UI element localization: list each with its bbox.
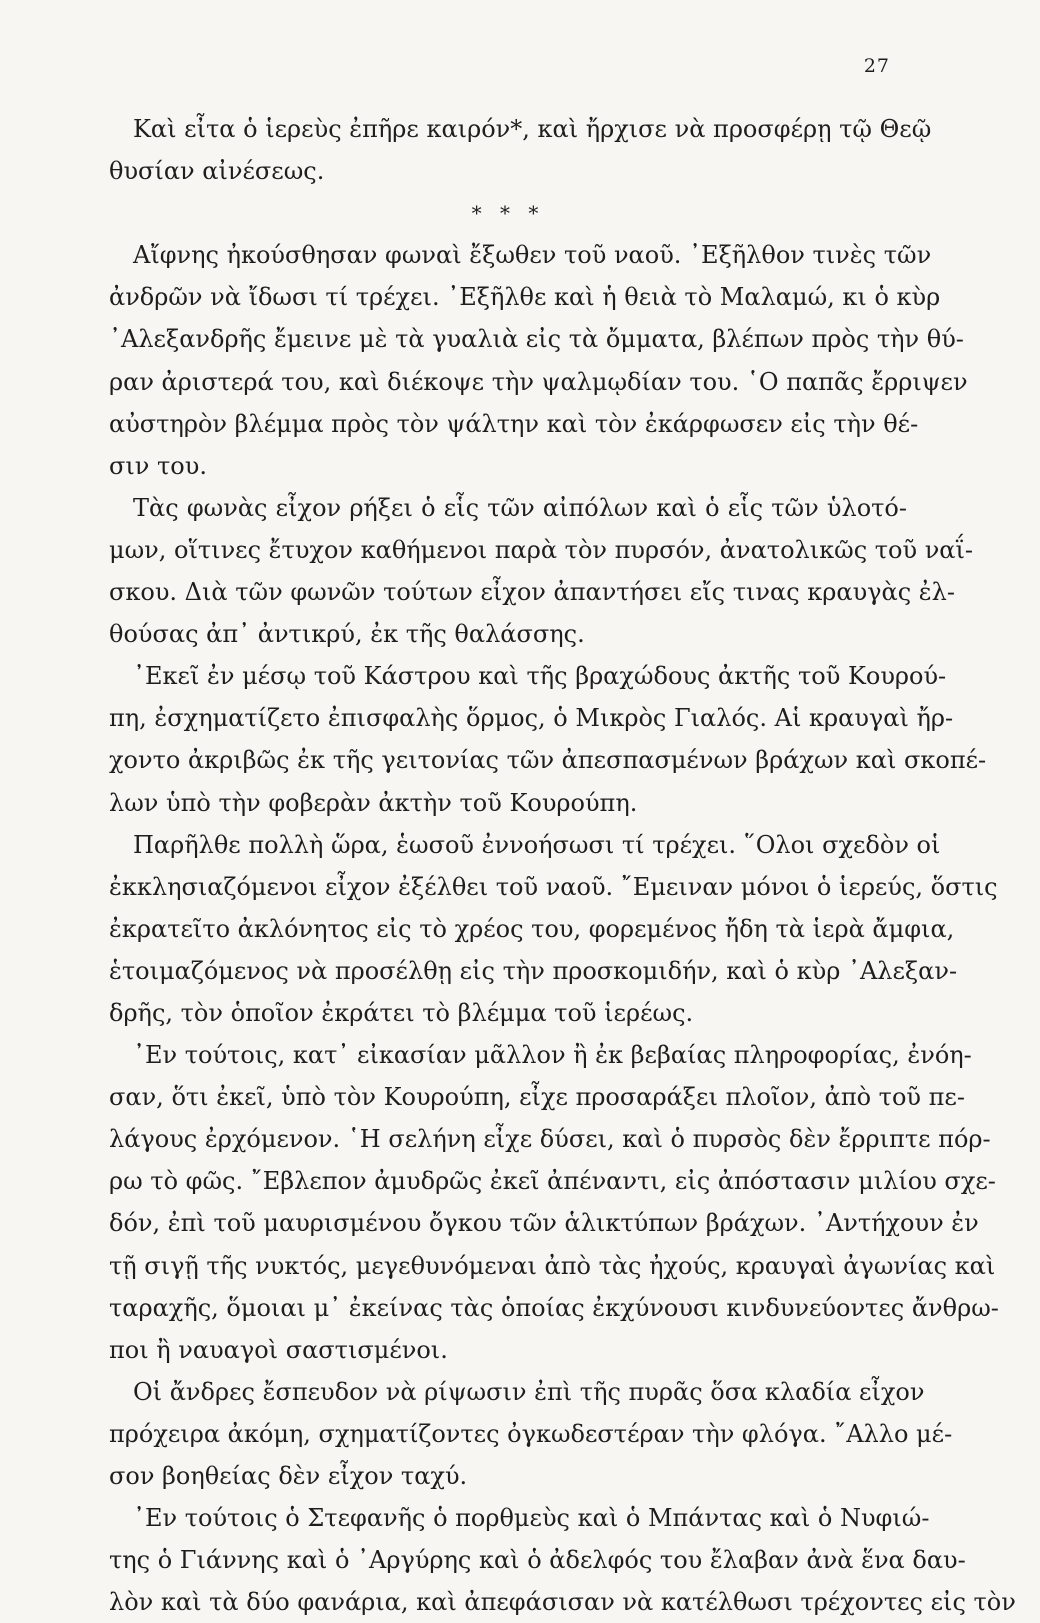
text-line: σον βοηθείας δὲν εἶχον ταχύ. bbox=[109, 1462, 468, 1490]
page-number: 27 bbox=[863, 55, 890, 77]
text-line: ποι ἢ ναυαγοὶ σαστισμένοι. bbox=[109, 1335, 448, 1364]
text-line: θούσας ἀπ᾿ ἀντικρύ, ἐκ τῆς θαλάσσης. bbox=[109, 620, 585, 649]
text-line: Οἱ ἄνδρες ἔσπευδον νὰ ρίψωσιν ἐπὶ τῆς πυρᾶς ὅσα κλαδία εἶχον bbox=[133, 1377, 925, 1406]
text-line: πη, ἐσχηματίζετο ἐπισφαλὴς ὅρμος, ὁ Μικρὸς Γιαλός. Αἱ κραυγαὶ ἤρ- bbox=[109, 704, 954, 733]
text-line: ᾿Εν τούτοις ὁ Στεφανῆς ὁ πορθμεὺς καὶ ὁ Μπάντας καὶ ὁ Νυφιώ- bbox=[133, 1504, 930, 1533]
section-separator: * * * bbox=[471, 201, 545, 226]
text-line: σκου. Διὰ τῶν φωνῶν τούτων εἶχον ἀπαντήσει εἴς τινας κραυγὰς ἐλ- bbox=[109, 578, 955, 607]
text-line: θυσίαν αἰνέσεως. bbox=[109, 157, 325, 186]
text-line: ταραχῆς, ὅμοιαι μ᾿ ἐκείνας τὰς ὁποίας ἐκχύνουσι κινδυνεύοντες ἄνθρω- bbox=[109, 1293, 999, 1322]
text-line: ραν ἀριστερά του, καὶ διέκοψε τὴν ψαλμῳδίαν του. ῾Ο παπᾶς ἔρριψεν bbox=[109, 367, 968, 396]
body-text bbox=[109, 108, 1016, 1623]
text-line: δόν, ἐπὶ τοῦ μαυρισμένου ὄγκου τῶν ἁλικτύπων βράχων. ᾿Αντήχουν ἐν bbox=[109, 1209, 979, 1238]
text-line: ἀνδρῶν νὰ ἴδωσι τί τρέχει. ᾿Εξῆλθε καὶ ἡ θειὰ τὸ Μαλαμώ, κι ὁ κὺρ bbox=[109, 283, 941, 312]
text-line: Τὰς φωνὰς εἶχον ρήξει ὁ εἷς τῶν αἰπόλων καὶ ὁ εἷς τῶν ὑλοτό- bbox=[133, 493, 907, 522]
text-line: αὐστηρὸν βλέμμα πρὸς τὸν ψάλτην καὶ τὸν ἐκάρφωσεν εἰς τὴν θέ- bbox=[109, 409, 919, 438]
text-line: δρῆς, τὸν ὁποῖον ἐκράτει τὸ βλέμμα τοῦ ἱερέως. bbox=[109, 998, 694, 1027]
text-line: χοντο ἀκριβῶς ἐκ τῆς γειτονίας τῶν ἀπεσπασμένων βράχων καὶ σκοπέ- bbox=[109, 746, 987, 775]
text-line: της ὁ Γιάννης καὶ ὁ ᾿Αργύρης καὶ ὁ ἀδελφός του ἔλαβαν ἀνὰ ἕνα δαυ- bbox=[109, 1546, 966, 1575]
text-line: ρω τὸ φῶς. ῎Εβλεπον ἀμυδρῶς ἐκεῖ ἀπέναντι, εἰς ἀπόστασιν μιλίου σχε- bbox=[109, 1167, 996, 1196]
text-line: σαν, ὅτι ἐκεῖ, ὑπὸ τὸν Κουρούπη, εἶχε προσαράξει πλοῖον, ἀπὸ τοῦ πε- bbox=[109, 1083, 965, 1112]
text-line: ἐκρατεῖτο ἀκλόνητος εἰς τὸ χρέος του, φορεμένος ἤδη τὰ ἱερὰ ἄμφια, bbox=[109, 914, 955, 943]
text-line: μων, οἵτινες ἔτυχον καθήμενοι παρὰ τὸν πυρσόν, ἀνατολικῶς τοῦ ναΐ- bbox=[109, 535, 974, 564]
text-line: πρόχειρα ἀκόμη, σχηματίζοντες ὀγκωδεστέραν τὴν φλόγα. ῎Αλλο μέ- bbox=[109, 1419, 953, 1448]
text-line: ᾿Αλεξανδρῆς ἔμεινε μὲ τὰ γυαλιὰ εἰς τὰ ὄμματα, βλέπων πρὸς τὴν θύ- bbox=[109, 325, 964, 354]
text-line: σιν του. bbox=[109, 451, 207, 480]
text-line: λάγους ἐρχόμενον. ῾Η σελήνη εἶχε δύσει, καὶ ὁ πυρσὸς δὲν ἔρριπτε πόρ- bbox=[109, 1125, 991, 1154]
text-line: Αἴφνης ἠκούσθησαν φωναὶ ἔξωθεν τοῦ ναοῦ. ᾿Εξῆλθον τινὲς τῶν bbox=[133, 241, 932, 270]
text-line: ᾿Εν τούτοις, κατ᾿ εἰκασίαν μᾶλλον ἢ ἐκ βεβαίας πληροφορίας, ἐνόη- bbox=[133, 1041, 972, 1070]
text-line: λων ὑπὸ τὴν φοβερὰν ἀκτὴν τοῦ Κουρούπη. bbox=[109, 788, 638, 817]
text-line: Παρῆλθε πολλὴ ὥρα, ἑωσοῦ ἐννοήσωσι τί τρέχει. ῞Ολοι σχεδὸν οἱ bbox=[133, 830, 941, 859]
text-line: Καὶ εἶτα ὁ ἱερεὺς ἐπῆρε καιρόν*, καὶ ἤρχισε νὰ προσφέρῃ τῷ Θεῷ bbox=[133, 115, 932, 143]
text-line: ᾿Εκεῖ ἐν μέσῳ τοῦ Κάστρου καὶ τῆς βραχώδους ἀκτῆς τοῦ Κουρού- bbox=[133, 662, 947, 691]
text-line: λὸν καὶ τὰ δύο φανάρια, καὶ ἀπεφάσισαν νὰ κατέλθωσι τρέχοντες εἰς τὸν bbox=[109, 1588, 1016, 1617]
text-line: ἑτοιμαζόμενος νὰ προσέλθῃ εἰς τὴν προσκομιδήν, καὶ ὁ κὺρ ᾿Αλεξαν- bbox=[109, 956, 958, 985]
text-line: τῇ σιγῇ τῆς νυκτός, μεγεθυνόμεναι ἀπὸ τὰς ἠχούς, κραυγαὶ ἀγωνίας καὶ bbox=[109, 1251, 996, 1280]
text-line: ἐκκλησιαζόμενοι εἶχον ἐξέλθει τοῦ ναοῦ. ῎Εμειναν μόνοι ὁ ἱερεύς, ὅστις bbox=[109, 872, 998, 901]
